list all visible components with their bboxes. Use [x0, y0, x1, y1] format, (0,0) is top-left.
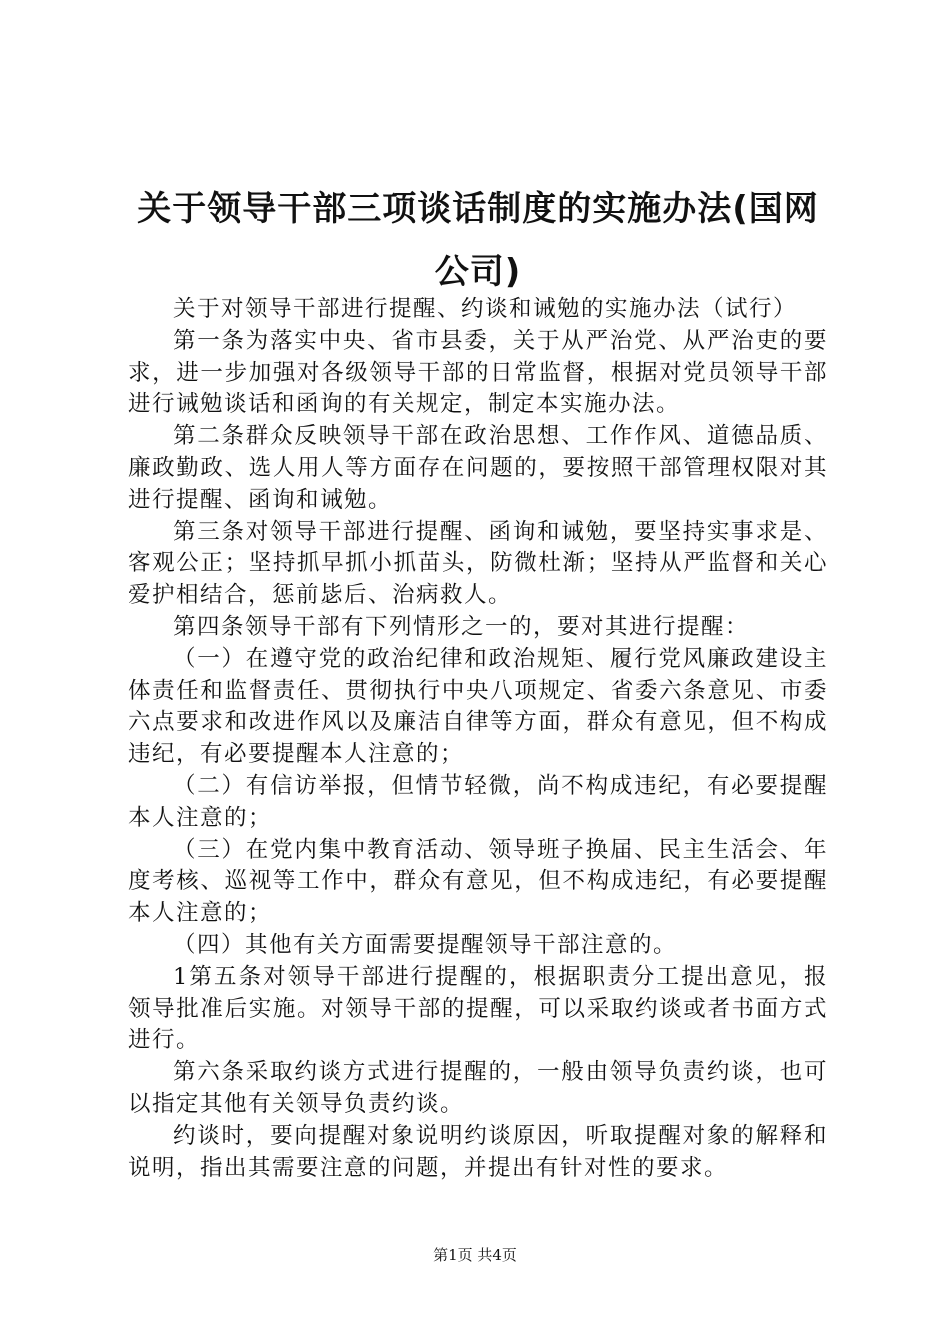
paragraph-article-4: 第四条领导干部有下列情形之一的，要对其进行提醒：	[173, 613, 750, 640]
page-footer: 第1页 共4页	[433, 1246, 517, 1264]
paragraph-article-2: 第二条群众反映领导干部在政治思想、工作作风、道德品质、廉政勤政、选人用人等方面存在问题的，要按照干部管理权限对其进行提醒、函询和诫勉。	[128, 423, 828, 513]
paragraph-subtitle: 关于对领导干部进行提醒、约谈和诫勉的实施办法（试行）	[173, 296, 798, 322]
document-body	[128, 294, 828, 1184]
paragraph-item-1: （一）在遵守党的政治纪律和政治规矩、履行党风廉政建设主体责任和监督责任、贯彻执行中央八项规定、省委六条意见、市委六点要求和改进作风以及廉洁自律等方面，群众有意见，但不构成违纪，有必要提醒本人注意的；	[128, 645, 828, 768]
paragraph-item-4: （四）其他有关方面需要提醒领导干部注意的。	[173, 931, 678, 958]
document-title: 关于领导干部三项谈话制度的实施办法(国网公司)	[137, 189, 819, 292]
paragraph-article-6: 第六条采取约谈方式进行提醒的，一般由领导负责约谈，也可以指定其他有关领导负责约谈。	[128, 1059, 828, 1117]
paragraph-article-1: 第一条为落实中央、省市县委，关于从严治党、从严治吏的要求，进一步加强对各级领导干部的日常监督，根据对党员领导干部进行诫勉谈话和函询的有关规定，制定本实施办法。	[128, 327, 828, 418]
paragraph-article-5: 1第五条对领导干部进行提醒的，根据职责分工提出意见，报领导批准后实施。对领导干部的提醒，可以采取约谈或者书面方式进行。	[128, 963, 828, 1054]
paragraph-article-3: 第三条对领导干部进行提醒、函询和诫勉，要坚持实事求是、客观公正；坚持抓早抓小抓苗头，防微杜渐；坚持从严监督和关心爱护相结合，惩前毖后、治病救人。	[128, 518, 828, 609]
paragraph-interview-note: 约谈时，要向提醒对象说明约谈原因，听取提醒对象的解释和说明，指出其需要注意的问题，并提出有针对性的要求。	[128, 1122, 828, 1181]
paragraph-item-2: （二）有信访举报，但情节轻微，尚不构成违纪，有必要提醒本人注意的；	[128, 772, 828, 831]
paragraph-item-3: （三）在党内集中教育活动、领导班子换届、民主生活会、年度考核、巡视等工作中，群众有意见，但不构成违纪，有必要提醒本人注意的；	[128, 836, 828, 927]
